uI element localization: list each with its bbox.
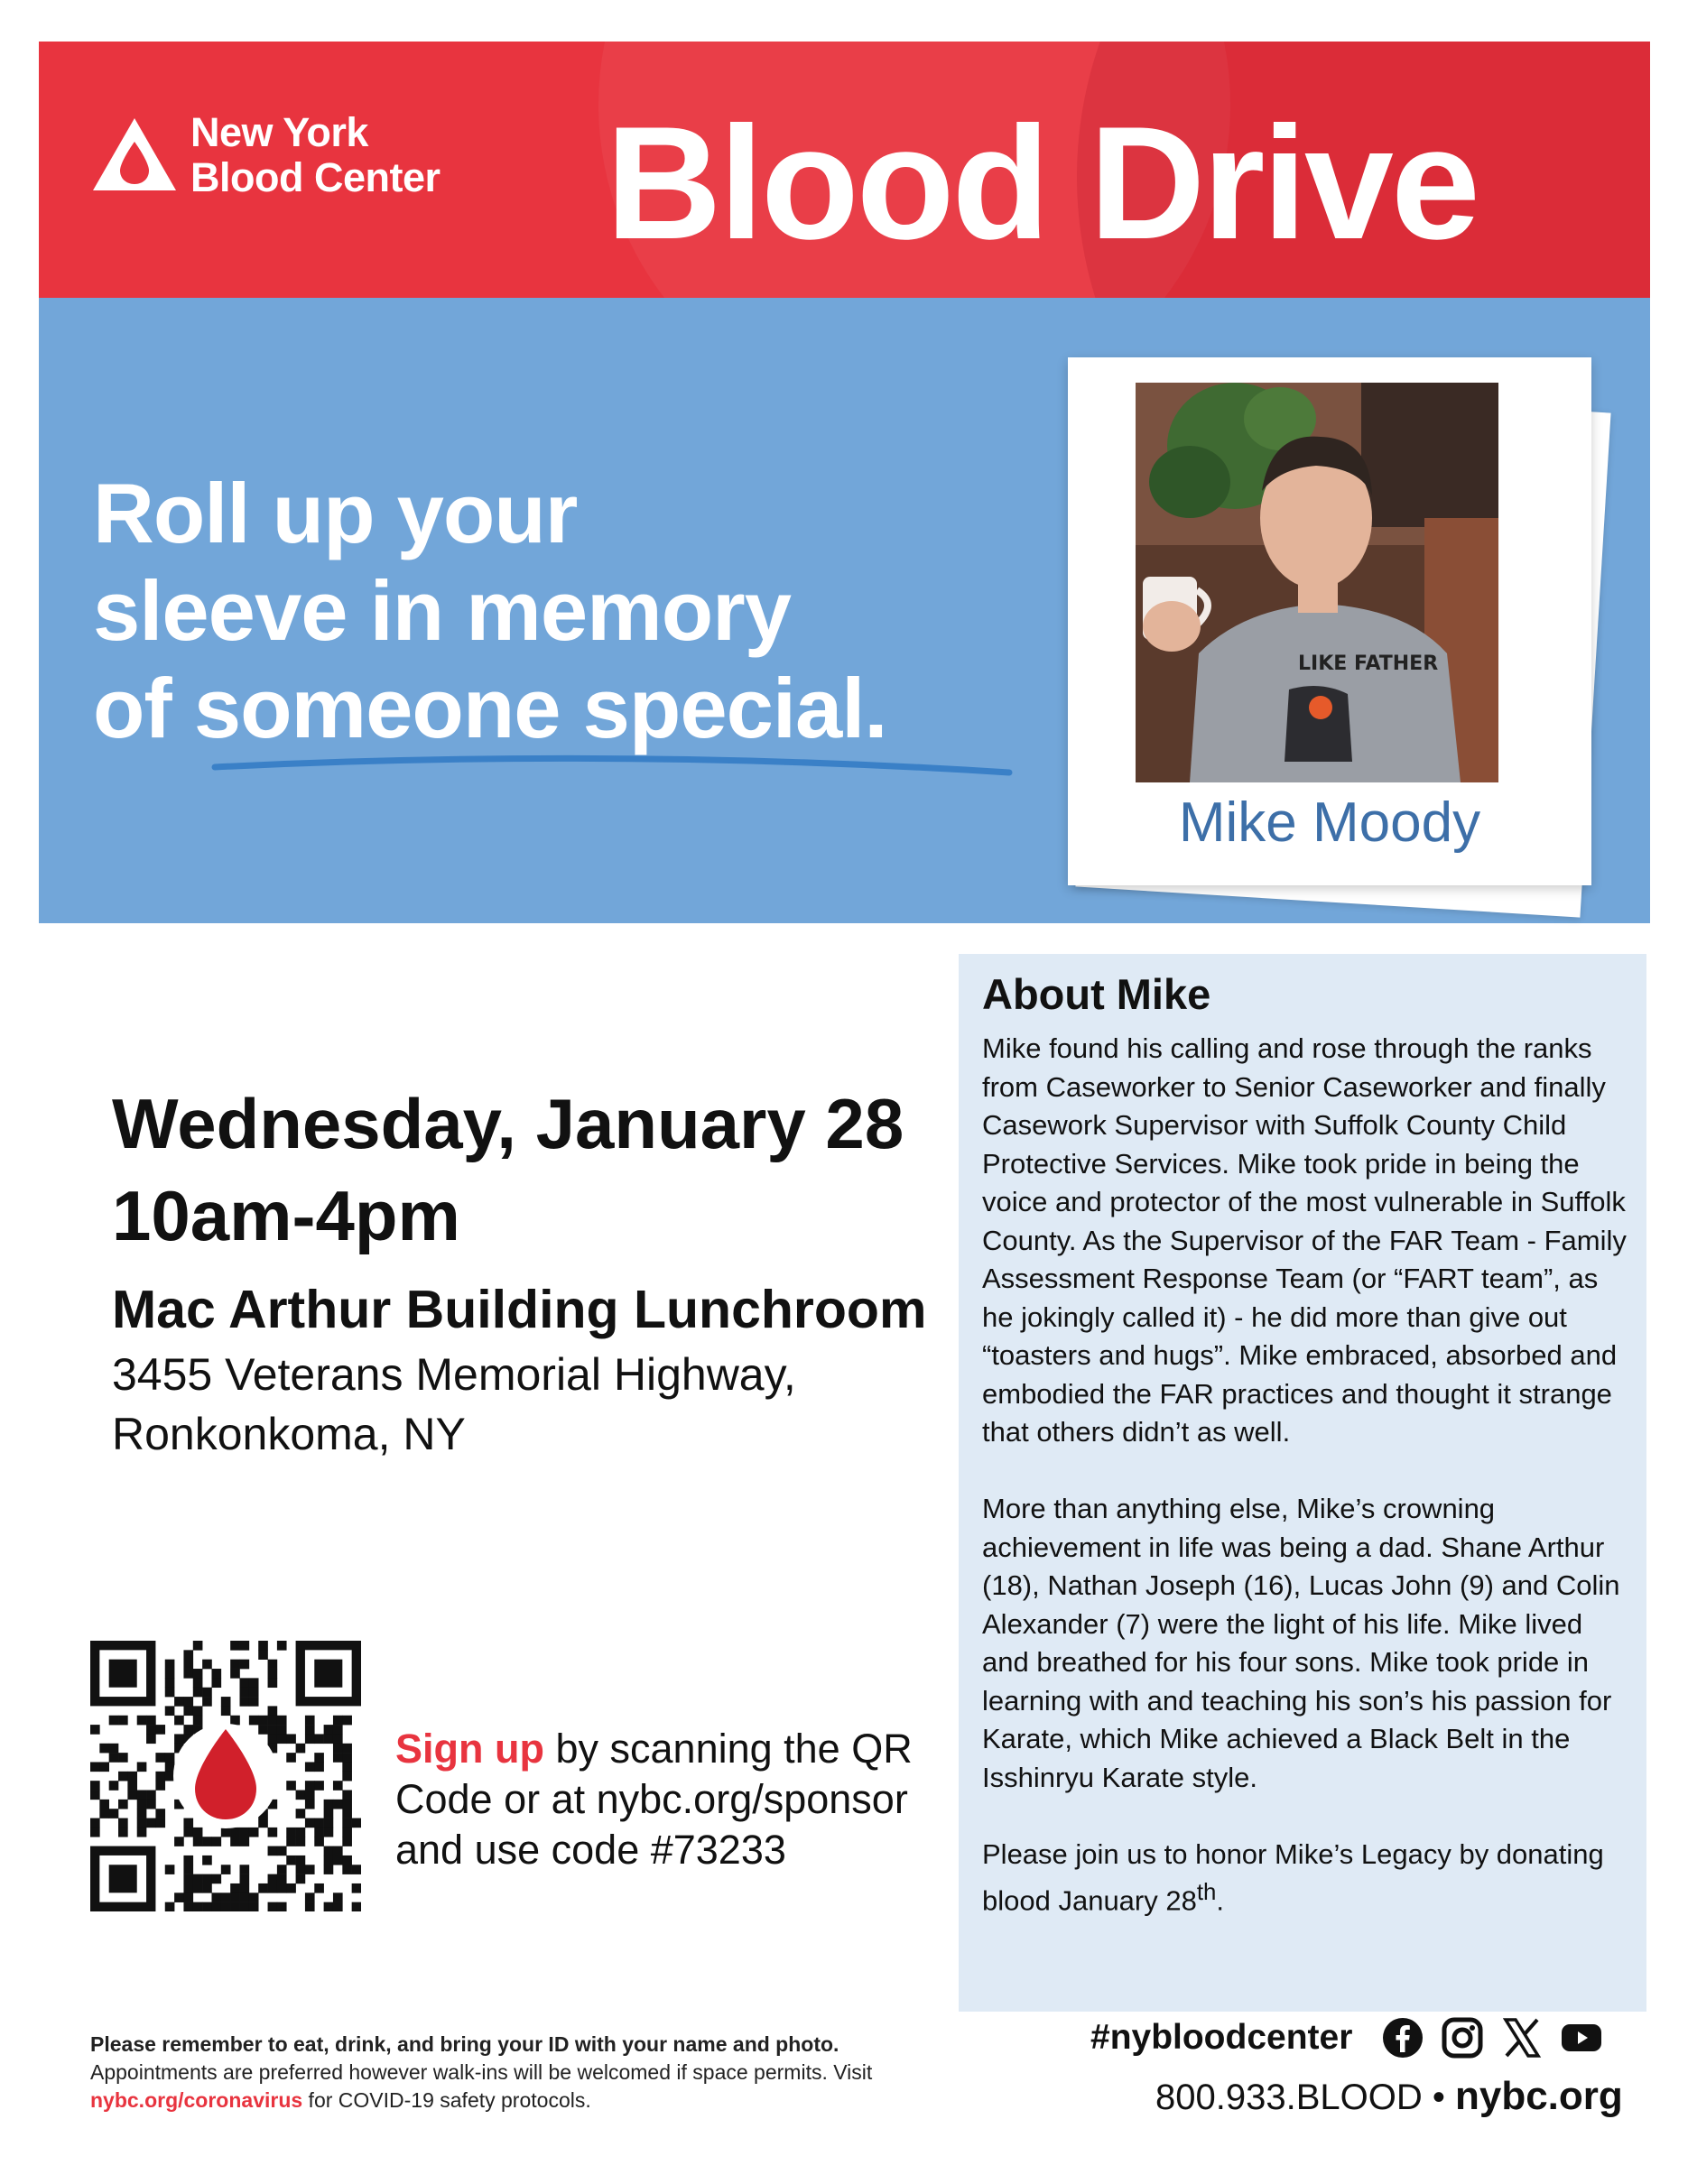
about-panel (959, 954, 1646, 2012)
signup-text: by scanning the QR Code or at nybc.org/sponsor and use code #73233 (395, 1726, 913, 1873)
x-icon[interactable] (1498, 2014, 1545, 2061)
memorial-polaroid (1068, 357, 1591, 885)
about-paragraph-3-end: . (1216, 1884, 1225, 1917)
contact-info (1155, 2071, 1623, 2123)
about-paragraph-2: More than anything else, Mike’s crowning achievement in life was being a dad. Shane Arthur (18), Nathan Joseph (16), Lucas John (9) and Colin Alexander (7) were the light of his life. Mike lived and breathed for his four sons. Mike took pride in learning with and teaching his son’s his passion for Karate, which Mike achieved a Black Belt in the Isshinryu Karate style. (982, 1493, 1620, 1793)
event-address (112, 1345, 888, 1464)
signup-instructions (395, 1724, 955, 1875)
about-paragraph-3 (982, 1836, 1632, 1920)
tagline-line-1: Roll up your (93, 466, 578, 560)
nybc-logo[interactable] (89, 110, 441, 200)
address-line-1: 3455 Veterans Memorial Highway, (112, 1349, 796, 1400)
hashtag: #nybloodcenter (1090, 2018, 1353, 2057)
about-paragraph-1: Mike found his calling and rose through the ranks from Caseworker to Senior Caseworker and finally Casework Supervisor with Suffolk County Child Protective Services. Mike took pride in being the voice and protector of the most vulnerable in Suffolk County. As the Supervisor of the FAR Team - Family Assessment Response Team (or “FART team”, as he jokingly called it) - he did more than give out “toasters and hugs”. Mike embraced, absorbed and embodied the FAR practices and thought it strange that others didn’t as well. (982, 1032, 1627, 1448)
address-line-2: Ronkonkoma, NY (112, 1409, 466, 1459)
instagram-icon[interactable] (1439, 2014, 1486, 2061)
website-link[interactable]: nybc.org (1454, 2074, 1623, 2118)
about-paragraph-3-text: Please join us to honor Mike’s Legacy by donating blood January 28 (982, 1837, 1604, 1917)
logo-line-2: Blood Center (190, 154, 441, 200)
memorial-name: Mike Moody (1178, 791, 1481, 854)
tagline-line-2: sleeve in memory (93, 563, 791, 658)
signup-qr-code[interactable] (90, 1641, 361, 1911)
tagline-line-3: of someone special. (93, 661, 887, 755)
person-photo-image (1136, 383, 1498, 782)
event-time: 10am-4pm (112, 1176, 460, 1255)
logo-line-1: New York (190, 109, 368, 155)
phone-number[interactable]: 800.933.BLOOD (1155, 2078, 1423, 2117)
about-text (982, 1030, 1632, 1958)
footer-note-bold: Please remember to eat, drink, and bring your ID with your name and photo. (90, 2032, 839, 2056)
contact-separator: • (1422, 2078, 1455, 2117)
page-title: Blood Drive (606, 93, 1478, 273)
ordinal-suffix: th (1196, 1880, 1217, 1905)
youtube-icon[interactable] (1558, 2014, 1605, 2061)
footer-note-text-2: for COVID-19 safety protocols. (302, 2088, 591, 2112)
tagline-underline (206, 740, 1018, 785)
footer-note-text-1: Appointments are preferred however walk-ins will be welcomed if space permits. Visit (90, 2060, 873, 2084)
footer-note (90, 2031, 903, 2115)
facebook-icon[interactable] (1379, 2014, 1426, 2061)
social-links (1379, 2014, 1605, 2061)
shirt-text: LIKE FATHER (1298, 652, 1439, 675)
event-date: Wednesday, January 28 (112, 1084, 904, 1163)
about-title: About Mike (982, 970, 1211, 1018)
event-venue: Mac Arthur Building Lunchroom (112, 1280, 927, 1339)
logo-text (190, 110, 441, 200)
hero-tagline (93, 465, 887, 757)
blood-drop-logo-icon (89, 115, 180, 196)
header-banner (39, 42, 1650, 298)
qr-code-image (90, 1641, 361, 1911)
memorial-photo (1136, 383, 1498, 782)
signup-link[interactable]: Sign up (395, 1726, 544, 1772)
hero-band (39, 298, 1650, 923)
coronavirus-link[interactable]: nybc.org/coronavirus (90, 2088, 303, 2112)
